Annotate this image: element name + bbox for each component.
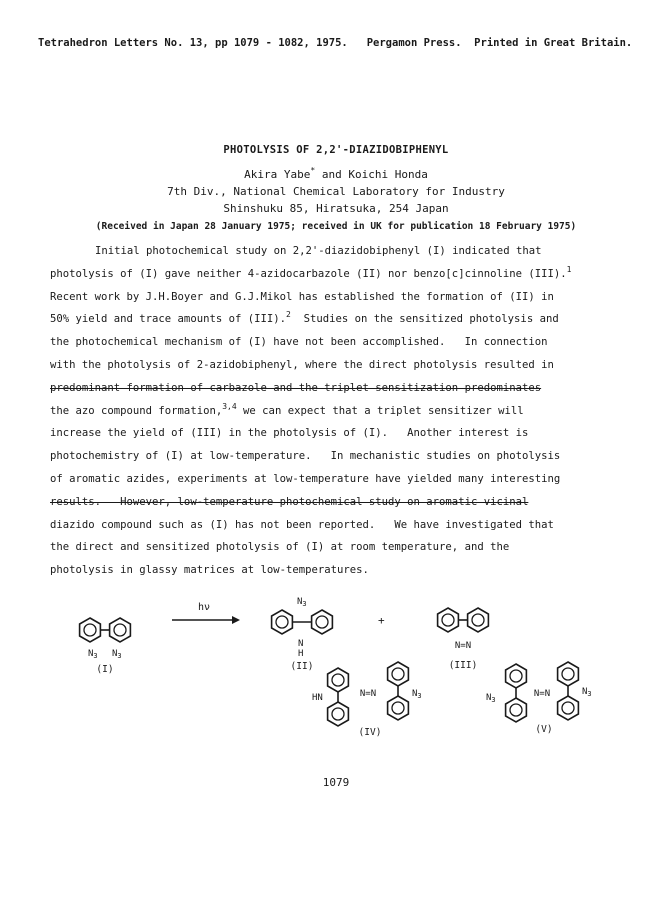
hv-label: hν [198,602,211,613]
body-line: of aromatic azides, experiments at low-temperature have yielded many interesting [50,472,561,485]
body-line: with the photolysis of 2-azidobiphenyl, where the direct photolysis resulted in [50,358,554,371]
body-line: Recent work by J.H.Boyer and G.J.Mikol has established the formation of (II) in [50,290,554,303]
compound-IV-structure [312,662,422,738]
received-dates: (Received in Japan 28 January 1975; received in UK for publication 18 February 1975) [95,221,577,232]
azo-label: N=N [454,641,472,651]
hn-label: HN [312,693,323,703]
nh-h: H [298,649,304,659]
compound-II-structure [272,597,333,672]
body-line: 50% yield and trace amounts of (III).$^2$ Studies on the sensitized photolysis and [50,310,559,326]
body-line: results. However, low-temperature photochemical study on aromatic vicinal [50,495,529,508]
body-line: increase the yield of (III) in the photolysis of (I). Another interest is [50,427,529,440]
authors [0,168,672,181]
compound-III-structure [438,608,489,671]
label-compound-V: (V) [535,724,553,735]
journal-header: Tetrahedron Letters No. 13, pp 1079 - 1082, 1975. Pergamon Press. Printed in Great Britain. [38,37,633,49]
label-compound-II: (II) [290,661,314,672]
svg-text:N3: $N_3$ [112,649,122,660]
affiliation-line-1: 7th Div., National Chemical Laboratory for Industry [167,185,505,198]
label-compound-III: (III) [448,660,478,671]
body-line: Initial photochemical study on 2,2'-diazidobiphenyl (I) indicated that [95,245,542,257]
author-2: and Koichi Honda [315,168,428,181]
svg-text:N3: $N_3$ [582,687,592,698]
body-line: photolysis in glassy matrices at low-temperatures. [50,564,369,577]
svg-text:N3: $N_3$ [88,649,98,660]
svg-text:N3: $N_3$ [412,689,422,700]
author-1: Akira Yabe [244,168,311,181]
plus-sign: + [378,614,385,627]
body-line: the azo compound formation,$^{3,4}$ we can expect that a triplet sensitizer will [50,401,524,417]
affiliation-line-2: Shinshuku 85, Hiratsuka, 254 Japan [223,202,449,215]
compound-V-structure [486,662,592,735]
body-text [50,240,610,582]
body-line: predominant formation of carbazole and the triplet sensitization predominates [50,381,542,394]
body-line: the direct and sensitized photolysis of (I) at room temperature, and the [50,541,510,554]
corresponding-mark: * [310,166,316,175]
compound-I-structure [80,618,131,675]
label-compound-IV: (IV) [358,727,382,738]
ref-3-4: 3,4 [222,401,237,411]
azo-label: N=N [533,689,551,699]
body-line: photochemistry of (I) at low-temperature. In mechanistic studies on photolysis [50,450,561,463]
body-line: photolysis of (I) gave neither 4-azidocarbazole (II) nor benzo[c]cinnoline (III).$^1$ [50,264,572,280]
azo-label: N=N [359,689,377,699]
paper-title: PHOTOLYSIS OF 2,2'-DIAZIDOBIPHENYL [223,144,449,156]
svg-text:N3: $N_3$ [297,597,307,608]
reaction-arrow [172,602,240,624]
n3-label: N [88,649,94,659]
reaction-scheme [60,590,620,740]
body-line: diazido compound such as (I) has not been reported. We have investigated that [50,518,554,531]
label-compound-I: (I) [96,664,114,675]
body-line: the photochemical mechanism of (I) have not been accomplished. In connection [50,336,548,349]
svg-text:N3: $N_3$ [486,693,496,704]
n3-label: N [112,649,118,659]
page-number: 1079 [322,776,350,789]
ref-1: 1 [566,264,572,274]
ref-2: 2 [286,310,291,320]
nh-n: N [298,639,304,649]
